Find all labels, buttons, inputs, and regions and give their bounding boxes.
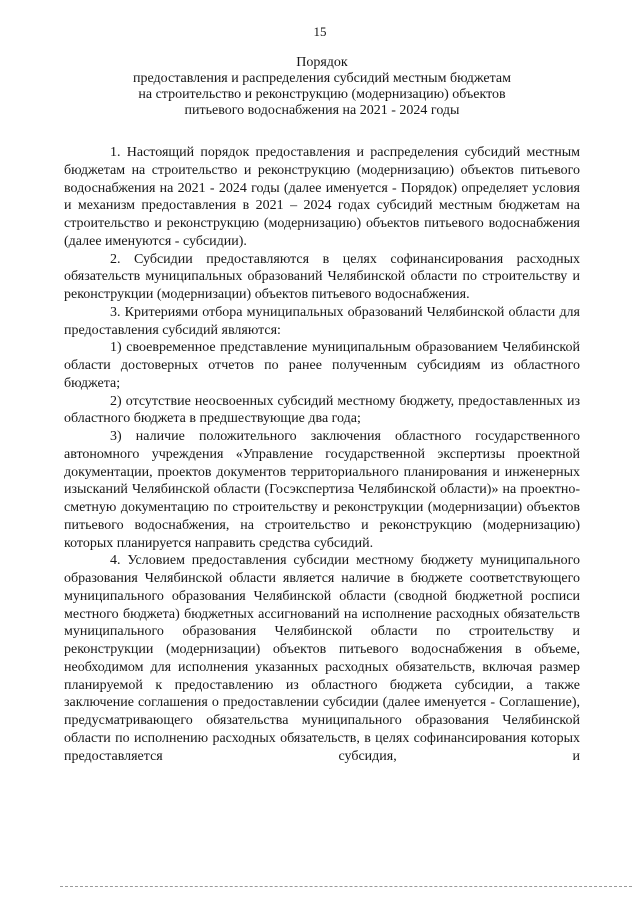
- scan-edge-divider: [60, 886, 632, 888]
- title-line: питьевого водоснабжения на 2021 - 2024 годы: [184, 103, 460, 118]
- title-line: Порядок: [296, 55, 348, 70]
- paragraph-2: 2. Субсидии предоставляются в целях софинансирования расходных обязательств муниципальных образований Челябинской области по строительству и реконструкции (модернизации) объектов питьевого водоснабжения.: [64, 251, 580, 302]
- list-item-3-2: 2) отсутствие неосвоенных субсидий местному бюджету, предоставленных из областного бюджета в предшествующие два года;: [64, 393, 580, 427]
- title-line: предоставления и распределения субсидий местным бюджетам: [132, 71, 511, 86]
- document-title: [60, 55, 584, 119]
- list-item-3-3: 3) наличие положительного заключения областного государственного автономного учреждения «Управление государственной экспертизы проектной документации, проектов документов территориального планирования и инженерных изысканий Челябинской области (Госэкспертиза Челябинской области)» на проектно-сметную документацию по строительству и реконструкции (модернизации) объектов питьевого водоснабжения, на строительство и реконструкцию (модернизацию) которых планируется направить средства субсидий.: [64, 429, 580, 551]
- paragraph-4: 4. Условием предоставления субсидии местному бюджету муниципального образования Челябинской области является наличие в бюджете соответствующего муниципального образования Челябинской области (сводной бюджетной росписи местного бюджета) бюджетных ассигнований на исполнение расходных обязательств муниципального образования Челябинской области по строительству и реконструкции (модернизации) объектов питьевого водоснабжения в объеме, необходимом для исполнения указанных расходных обязательств, включая размер планируемой к предоставлению из областного бюджета субсидии, а также заключение соглашения о предоставлении субсидии (далее именуется - Соглашение), предусматривающего обязательства муниципального образования Челябинской области по исполнению расходных обязательств, в целях софинансирования которых предоставляется субсидия, и: [64, 553, 580, 764]
- paragraph-1: 1. Настоящий порядок предоставления и распределения субсидий местным бюджетам на строительство и реконструкцию (модернизацию) объектов питьевого водоснабжения на 2021 - 2024 годы (далее именуется - Порядок) определяет условия и механизм предоставления в 2021 – 2024 годах субсидий местным бюджетам на строительство и реконструкцию (модернизацию) объектов питьевого водоснабжения (далее именуются - субсидии).: [64, 145, 580, 249]
- page-number: 15: [313, 24, 327, 39]
- paragraph-3: 3. Критериями отбора муниципальных образований Челябинской области для предоставления субсидий являются:: [64, 304, 580, 338]
- list-item-3-1: 1) своевременное представление муниципальным образованием Челябинской области достоверных отчетов по ранее полученным субсидиям из областного бюджета;: [64, 340, 580, 391]
- document-body: [64, 144, 580, 765]
- title-line: на строительство и реконструкцию (модернизацию) объектов: [138, 87, 506, 102]
